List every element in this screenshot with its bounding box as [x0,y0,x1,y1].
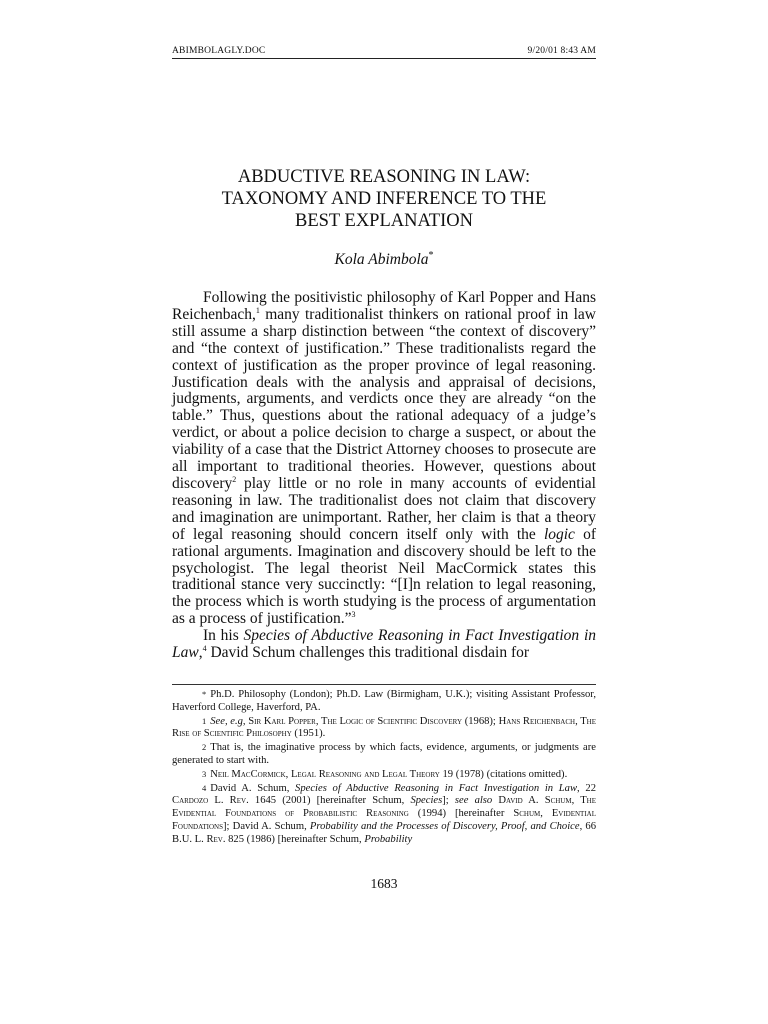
footnote-ref-2: 2 [232,474,237,484]
fn4-b: , 22 [577,782,596,794]
fn4-h: , 66 B.U. L. [172,820,597,845]
footnote-1-reichenbach: Hans Reichenbach, The Rise of Scientific Philosophy [172,715,597,740]
footnote-1 [172,715,596,742]
p2-text-c: David Schum challenges this traditional disdain for [206,644,530,662]
fn4-i4: Probability and the Processes of Discovery, Proof, and Choice [309,820,580,832]
author-name: Kola Abimbola [334,251,429,269]
footnote-1-year-2: (1951). [291,728,326,740]
fn4-c: 1645 (2001) [hereinafter Schum, [248,795,411,807]
fn4-sc1: Cardozo L. Rev. [172,795,249,807]
fn4-i3: see also [454,795,493,807]
p2-italic-title: Species of Abductive Reasoning in Fact Investigation in Law [172,627,596,662]
title-line-3: BEST EXPLANATION [295,211,473,231]
footnote-4 [172,782,596,847]
fn4-f: (1994) [hereinafter [408,808,514,820]
footnote-1-popper: Sir Karl Popper, The Logic of Scientific Discovery [245,715,463,727]
fn4-i5: Probability [364,833,413,845]
footnote-3-mark: 3 [202,768,207,779]
header-timestamp: 9/20/01 8:43 AM [527,46,596,56]
fn4-g: ]; David A. Schum, [223,820,310,832]
footnote-4-mark: 4 [202,782,207,793]
fn4-sc4: Rev. [206,833,226,845]
p2-text-b: , [198,644,203,662]
footnote-2 [172,741,596,768]
page-number: 1683 [370,876,398,891]
footnote-3-citation: Neil MacCormick, Legal Reasoning and Legal Theory [210,768,440,780]
fn4-sc3: Schum, Evidential Foundations [172,808,596,832]
fn4-i1: Species of Abductive Reasoning in Fact Investigation in Law [295,782,578,794]
article-title [172,166,596,232]
title-line-1: ABDUCTIVE REASONING IN LAW: [237,167,531,187]
p2-text-a: In his [203,627,244,645]
footnote-2-mark: 2 [202,742,207,753]
footnote-ref-1: 1 [255,305,260,315]
footnote-divider [172,684,596,685]
p1-text-d: of rational arguments. Imagination and discovery should be left to the psychologist. The legal theorist Neil MacCormick states this traditional stance very succinctly: “[I]n relation to legal reasoning, the process which is worth studying is the process of argumentation as a process of justification.” [172,525,596,628]
footnote-star-mark: * [202,689,207,699]
p1-text-b: many traditionalist thinkers on rational proof in law still assume a sharp distinction between “the context of discovery” and “the context of justification.” These traditionalists regard the context of justification as the proper province of legal reasoning. Justification deals with the analysis and appraisal of decisions, judgments, arguments, and verdicts once they are already “on the table.” Thus, questions about the rational adequacy of a judge’s verdict, or about a police decision to charge a suspect, or about the viability of a case that the District Attorney chooses to prosecute are all important to traditional theories. However, questions about discovery [172,305,596,492]
footnote-star-text: Ph.D. Philosophy (London); Ph.D. Law (Birmigham, U.K.); visiting Assistant Professor, Haverford College, Haverford, PA. [172,689,596,713]
p1-italic-logic: logic [543,525,575,543]
body-text [172,290,596,662]
footnote-3-pin: 19 (1978) (citations omitted). [439,768,568,780]
paragraph-2 [172,628,596,662]
fn4-sc2: David A. Schum, The Evidential Foundations of Probabilistic Reasoning [172,795,597,820]
fn4-a: David A. Schum, [210,782,296,794]
fn4-d: ]; [442,795,455,807]
footnote-1-mark: 1 [202,715,207,726]
author-line [172,250,596,269]
footnote-ref-3: 3 [351,610,356,620]
author-footnote-mark: * [428,250,434,261]
footnotes [172,688,596,847]
fn4-i2: Species [410,795,443,807]
footnote-star [172,688,596,715]
p1-text-a: Following the positivistic philosophy of Karl Popper and Hans Reichenbach, [172,289,596,323]
title-line-2: TAXONOMY AND INFERENCE TO THE [221,189,547,209]
footnote-1-signal: See, e.g, [210,715,246,727]
p1-text-c: play little or no role in many accounts of evidential reasoning in law. The traditionalist does not claim that discovery and imagination are unimportant. Rather, her claim is that a theory of legal reasoning should concern itself only with the [172,474,596,543]
footnote-2-text: That is, the imaginative process by which facts, evidence, arguments, or judgments are generated to start with. [172,742,596,766]
footnote-ref-4: 4 [202,643,207,653]
paragraph-1 [172,290,596,628]
footnote-1-year-1: (1968); [462,715,499,727]
footnote-3 [172,768,596,782]
header-filename: ABIMBOLAGLY.DOC [172,46,266,56]
running-header [172,46,596,59]
fn4-j: 825 (1986) [hereinafter Schum, [225,833,365,845]
